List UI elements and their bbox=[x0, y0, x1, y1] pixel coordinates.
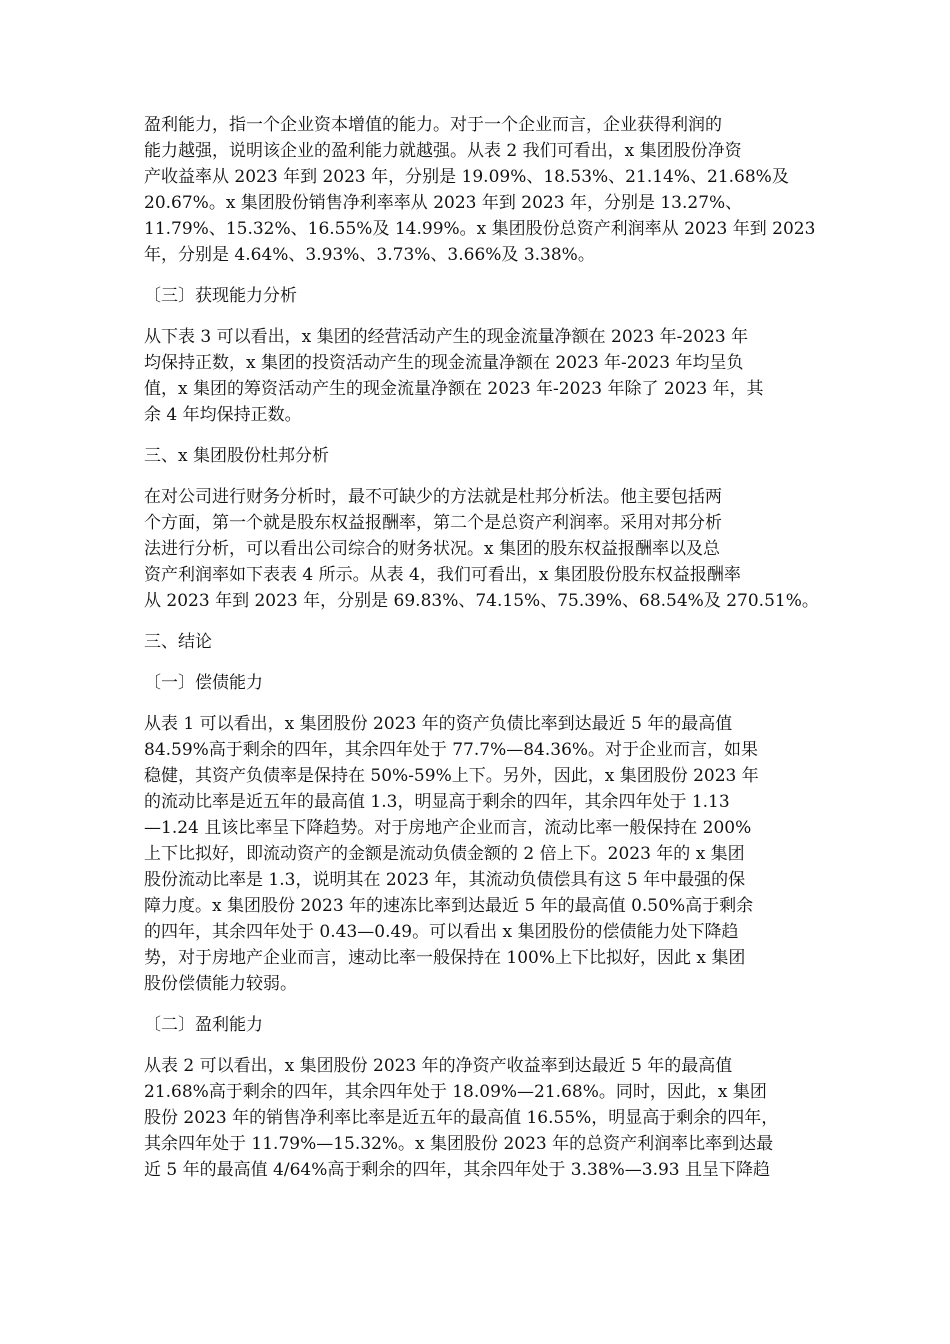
section-heading-dupont: 三、x 集团股份杜邦分析 bbox=[144, 446, 329, 466]
paragraph-profitability bbox=[144, 1053, 804, 1183]
text-line: 势，对于房地产企业而言，速动比率一般保持在 100%上下比拟好，因此 x 集团 bbox=[144, 948, 746, 968]
text-line: 产收益率从 2023 年到 2023 年，分别是 19.09%、18.53%、21.14%、21.68%及 bbox=[144, 167, 789, 187]
text-line: 资产利润率如下表表 4 所示。从表 4，我们可看出，x 集团股份股东权益报酬率 bbox=[144, 565, 741, 585]
text-line: 盈利能力，指一个企业资本增值的能力。对于一个企业而言，企业获得利润的 bbox=[144, 115, 722, 135]
text-line: 稳健，其资产负债率是保持在 50%-59%上下。另外，因此，x 集团股份 2023 年 bbox=[144, 766, 759, 786]
paragraph-dupont-analysis bbox=[144, 484, 819, 614]
text-line: 股份偿债能力较弱。 bbox=[144, 974, 297, 994]
text-line: 法进行分析，可以看出公司综合的财务状况。x 集团的股东权益报酬率以及总 bbox=[144, 539, 720, 559]
text-line: 股份流动比率是 1.3，说明其在 2023 年，其流动负债偿具有这 5 年中最强的保 bbox=[144, 870, 746, 890]
text-line: 从表 2 可以看出，x 集团股份 2023 年的净资产收益率到达最近 5 年的最高值 bbox=[144, 1056, 733, 1076]
text-line: —1.24 且该比率呈下降趋势。对于房地产企业而言，流动比率一般保持在 200% bbox=[144, 818, 752, 838]
text-line: 个方面，第一个就是股东权益报酬率，第二个是总资产利润率。采用对邦分析 bbox=[144, 513, 722, 533]
text-line: 近 5 年的最高值 4/64%高于剩余的四年，其余四年处于 3.38%—3.93 且呈下降趋 bbox=[144, 1160, 771, 1180]
text-line: 年，分别是 4.64%、3.93%、3.73%、3.66%及 3.38%。 bbox=[144, 245, 595, 265]
text-line: 20.67%。x 集团股份销售净利率率从 2023 年到 2023 年，分别是 13.27%、 bbox=[144, 193, 743, 213]
section-heading-cash-ability: 〔三〕获现能力分析 bbox=[144, 286, 297, 306]
section-heading-solvency: 〔一〕偿债能力 bbox=[144, 673, 263, 693]
section-heading-profitability: 〔二〕盈利能力 bbox=[144, 1015, 263, 1035]
section-heading-conclusion: 三、结论 bbox=[144, 632, 212, 652]
paragraph-profitability-intro bbox=[144, 112, 816, 268]
text-line: 均保持正数，x 集团的投资活动产生的现金流量净额在 2023 年-2023 年均呈负 bbox=[144, 353, 744, 373]
text-line: 其余四年处于 11.79%—15.32%。x 集团股份 2023 年的总资产利润率比率到达最 bbox=[144, 1134, 774, 1154]
text-line: 从 2023 年到 2023 年，分别是 69.83%、74.15%、75.39%、68.54%及 270.51%。 bbox=[144, 591, 819, 611]
text-line: 余 4 年均保持正数。 bbox=[144, 405, 302, 425]
paragraph-cash-flow bbox=[144, 324, 804, 428]
text-line: 84.59%高于剩余的四年，其余四年处于 77.7%—84.36%。对于企业而言，如果 bbox=[144, 740, 759, 760]
paragraph-solvency bbox=[144, 711, 804, 997]
text-line: 在对公司进行财务分析时，最不可缺少的方法就是杜邦分析法。他主要包括两 bbox=[144, 487, 722, 507]
text-line: 障力度。x 集团股份 2023 年的速冻比率到达最近 5 年的最高值 0.50%高于剩余 bbox=[144, 896, 754, 916]
text-line: 从表 1 可以看出，x 集团股份 2023 年的资产负债比率到达最近 5 年的最高值 bbox=[144, 714, 733, 734]
text-line: 值，x 集团的筹资活动产生的现金流量净额在 2023 年-2023 年除了 2023 年，其 bbox=[144, 379, 764, 399]
text-line: 的流动比率是近五年的最高值 1.3，明显高于剩余的四年，其余四年处于 1.13 bbox=[144, 792, 730, 812]
text-line: 从下表 3 可以看出，x 集团的经营活动产生的现金流量净额在 2023 年-2023 年 bbox=[144, 327, 749, 347]
text-line: 上下比拟好，即流动资产的金额是流动负债金额的 2 倍上下。2023 年的 x 集团 bbox=[144, 844, 745, 864]
text-line: 11.79%、15.32%、16.55%及 14.99%。x 集团股份总资产利润率从 2023 年到 2023 bbox=[144, 219, 816, 239]
text-line: 的四年，其余四年处于 0.43—0.49。可以看出 x 集团股份的偿债能力处下降趋 bbox=[144, 922, 739, 942]
document-page bbox=[144, 112, 819, 1198]
text-line: 能力越强，说明该企业的盈利能力就越强。从表 2 我们可看出，x 集团股份净资 bbox=[144, 141, 742, 161]
text-line: 21.68%高于剩余的四年，其余四年处于 18.09%—21.68%。同时，因此，x 集团 bbox=[144, 1082, 767, 1102]
text-line: 股份 2023 年的销售净利率比率是近五年的最高值 16.55%，明显高于剩余的四年， bbox=[144, 1108, 779, 1128]
